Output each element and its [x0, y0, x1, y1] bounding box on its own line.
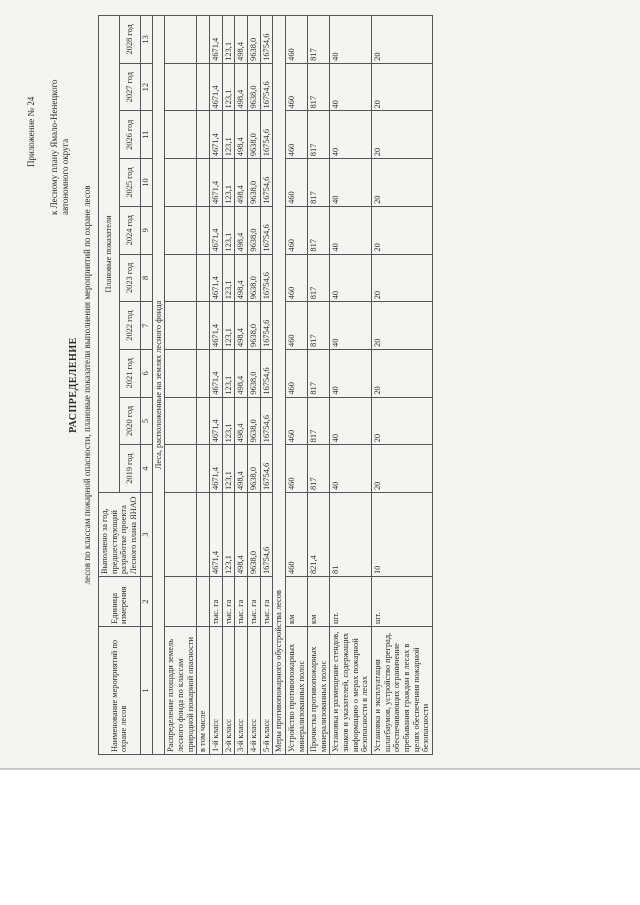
row-plan-value: 20	[372, 16, 433, 64]
column-number: 11	[140, 111, 152, 159]
fire-class-row	[209, 16, 222, 755]
row-plan-value: 4671,4	[209, 254, 222, 302]
fire-protection-table	[98, 15, 433, 755]
row-plan-value: 817	[308, 206, 330, 254]
column-number: 6	[140, 349, 152, 397]
empty-cell	[165, 302, 197, 350]
distribution-label: Распределение площади земель лесного фонда по классам природной пожарной опасности	[165, 627, 197, 755]
row-unit: км	[308, 577, 330, 627]
row-plan-value: 123,1	[222, 254, 235, 302]
fire-class-row	[235, 16, 248, 755]
column-number: 10	[140, 159, 152, 207]
measures-label: Меры противопожарного обустройства лесов	[273, 16, 286, 755]
fire-class-row	[260, 16, 273, 755]
measure-row	[285, 16, 307, 755]
empty-cell	[197, 302, 210, 350]
row-plan-value: 123,1	[222, 445, 235, 493]
row-plan-value: 16754,6	[260, 397, 273, 445]
row-plan-value: 817	[308, 445, 330, 493]
header-done: Выполнено за год, предшествующий разработке проекта Лесного плана ЯНАО	[99, 493, 141, 577]
row-plan-value: 40	[330, 159, 372, 207]
row-name: 1-й класс	[209, 627, 222, 755]
row-plan-value: 498,4	[235, 302, 248, 350]
header-year: 2028 год	[119, 16, 140, 64]
row-plan-value: 40	[330, 63, 372, 111]
row-plan-value: 123,1	[222, 16, 235, 64]
row-plan-value: 123,1	[222, 63, 235, 111]
row-name: Устройство противопожарных минерализованных полос	[285, 627, 307, 755]
row-name: Установка и эксплуатация шлагбаумов, устройство преград, обеспечивающих ограничение пребывания граждан в лесах в целях обеспечения пожарной безопасности	[372, 627, 433, 755]
row-plan-value: 4671,4	[209, 397, 222, 445]
row-done-value: 81	[330, 493, 372, 577]
row-name: Прочистка противопожарных минерализованных полос	[308, 627, 330, 755]
empty-cell	[165, 397, 197, 445]
row-plan-value: 498,4	[235, 16, 248, 64]
header-numbers-row	[140, 16, 152, 755]
including-label: в том числе	[197, 627, 210, 755]
row-plan-value: 123,1	[222, 302, 235, 350]
fire-class-row	[247, 16, 260, 755]
empty-cell	[197, 16, 210, 64]
row-plan-value: 460	[285, 302, 307, 350]
row-plan-value: 4671,4	[209, 16, 222, 64]
section-forest-fund: Леса, расположенные на землях лесного фонда	[152, 16, 165, 755]
row-name: 5-й класс	[260, 627, 273, 755]
row-plan-value: 40	[330, 254, 372, 302]
row-name: Установка и размещение стендов, знаков и указателей, содержащих информацию о мерах пожарной безопасности в лесах	[330, 627, 372, 755]
empty-cell	[165, 445, 197, 493]
row-plan-value: 817	[308, 302, 330, 350]
row-plan-value: 4671,4	[209, 206, 222, 254]
empty-cell	[197, 206, 210, 254]
empty-cell	[197, 349, 210, 397]
row-unit: км	[285, 577, 307, 627]
column-number: 4	[140, 445, 152, 493]
row-plan-value: 817	[308, 349, 330, 397]
row-plan-value: 9638,0	[247, 159, 260, 207]
row-plan-value: 9638,0	[247, 111, 260, 159]
row-plan-value: 460	[285, 16, 307, 64]
column-number: 12	[140, 63, 152, 111]
row-plan-value: 20	[372, 206, 433, 254]
header-year: 2021 год	[119, 349, 140, 397]
document-subtitle: лесов по классам пожарной опасности, плановые показатели выполнения мероприятий по охране лесов	[82, 185, 92, 585]
empty-cell	[165, 206, 197, 254]
appendix-ref-line-2: автономного округа	[59, 138, 70, 215]
row-name: 4-й класс	[247, 627, 260, 755]
row-plan-value: 4671,4	[209, 159, 222, 207]
row-plan-value: 123,1	[222, 397, 235, 445]
row-plan-value: 20	[372, 111, 433, 159]
row-plan-value: 20	[372, 349, 433, 397]
row-plan-value: 4671,4	[209, 445, 222, 493]
column-number: 3	[140, 493, 152, 577]
row-plan-value: 817	[308, 63, 330, 111]
empty-cell	[165, 63, 197, 111]
row-plan-value: 9638,0	[247, 302, 260, 350]
row-plan-value: 40	[330, 111, 372, 159]
row-done-value: 9638,0	[247, 493, 260, 577]
row-plan-value: 40	[330, 349, 372, 397]
row-plan-value: 123,1	[222, 111, 235, 159]
column-number: 9	[140, 206, 152, 254]
row-plan-value: 16754,6	[260, 16, 273, 64]
row-done-value: 16754,6	[260, 493, 273, 577]
measure-row	[372, 16, 433, 755]
row-done-value: 498,4	[235, 493, 248, 577]
row-plan-value: 40	[330, 302, 372, 350]
header-year: 2020 год	[119, 397, 140, 445]
column-number: 1	[140, 627, 152, 755]
row-plan-value: 817	[308, 159, 330, 207]
empty-cell	[197, 159, 210, 207]
row-plan-value: 16754,6	[260, 302, 273, 350]
empty-cell	[165, 349, 197, 397]
row-done-value: 123,1	[222, 493, 235, 577]
row-done-value: 4671,4	[209, 493, 222, 577]
row-plan-value: 16754,6	[260, 111, 273, 159]
rotated-document-sheet	[20, 0, 620, 795]
row-plan-value: 9638,0	[247, 445, 260, 493]
empty-cell	[197, 577, 210, 627]
row-plan-value: 16754,6	[260, 63, 273, 111]
header-name: Наименование мероприятий по охране лесов	[99, 627, 141, 755]
row-unit: шт.	[330, 577, 372, 627]
column-number: 7	[140, 302, 152, 350]
empty-cell	[165, 493, 197, 577]
row-done-value: 460	[285, 493, 307, 577]
row-plan-value: 498,4	[235, 349, 248, 397]
row-unit: тыс. га	[260, 577, 273, 627]
row-plan-value: 460	[285, 111, 307, 159]
row-plan-value: 4671,4	[209, 302, 222, 350]
row-plan-value: 4671,4	[209, 111, 222, 159]
row-plan-value: 20	[372, 445, 433, 493]
row-name: 2-й класс	[222, 627, 235, 755]
row-plan-value: 817	[308, 111, 330, 159]
header-year: 2022 год	[119, 302, 140, 350]
empty-cell	[165, 16, 197, 64]
empty-cell	[165, 159, 197, 207]
empty-cell	[197, 445, 210, 493]
fire-class-row	[222, 16, 235, 755]
row-plan-value: 498,4	[235, 254, 248, 302]
appendix-number: Приложение № 24	[26, 96, 36, 167]
row-plan-value: 498,4	[235, 63, 248, 111]
document-title: РАСПРЕДЕЛЕНИЕ	[68, 337, 79, 433]
row-plan-value: 123,1	[222, 159, 235, 207]
row-plan-value: 4671,4	[209, 349, 222, 397]
row-done-value: 10	[372, 493, 433, 577]
row-plan-value: 20	[372, 63, 433, 111]
row-plan-value: 9638,0	[247, 16, 260, 64]
header-year: 2027 год	[119, 63, 140, 111]
appendix-ref-line-1: к Лесному плану Ямало-Ненецкого	[48, 79, 59, 215]
row-plan-value: 16754,6	[260, 159, 273, 207]
row-plan-value: 460	[285, 349, 307, 397]
row-plan-value: 40	[330, 445, 372, 493]
row-plan-value: 498,4	[235, 206, 248, 254]
empty-cell	[165, 254, 197, 302]
row-plan-value: 817	[308, 397, 330, 445]
row-plan-value: 40	[330, 16, 372, 64]
empty-cell	[197, 397, 210, 445]
table-body	[152, 16, 432, 755]
row-plan-value: 460	[285, 445, 307, 493]
row-unit: тыс. га	[209, 577, 222, 627]
row-plan-value: 4671,4	[209, 63, 222, 111]
measure-row	[330, 16, 372, 755]
row-plan-value: 40	[330, 206, 372, 254]
row-unit: шт.	[372, 577, 433, 627]
row-unit: тыс. га	[235, 577, 248, 627]
row-plan-value: 460	[285, 206, 307, 254]
row-plan-value: 9638,0	[247, 349, 260, 397]
header-unit: Единица измерения	[99, 577, 141, 627]
row-plan-value: 9638,0	[247, 254, 260, 302]
row-plan-value: 16754,6	[260, 349, 273, 397]
row-plan-value: 16754,6	[260, 206, 273, 254]
empty-cell	[165, 577, 197, 627]
measures-label-row	[273, 16, 286, 755]
row-plan-value: 16754,6	[260, 445, 273, 493]
row-plan-value: 9638,0	[247, 206, 260, 254]
row-plan-value: 460	[285, 63, 307, 111]
empty-cell	[197, 493, 210, 577]
row-plan-value: 20	[372, 159, 433, 207]
header-year: 2024 год	[119, 206, 140, 254]
empty-cell	[197, 63, 210, 111]
appendix-header	[26, 45, 71, 215]
section-forest-fund-row	[152, 16, 165, 755]
row-plan-value: 817	[308, 254, 330, 302]
row-plan-value: 40	[330, 397, 372, 445]
column-number: 2	[140, 577, 152, 627]
row-plan-value: 498,4	[235, 397, 248, 445]
row-plan-value: 460	[285, 254, 307, 302]
header-year: 2023 год	[119, 254, 140, 302]
row-plan-value: 123,1	[222, 206, 235, 254]
row-plan-value: 9638,0	[247, 63, 260, 111]
empty-cell	[197, 111, 210, 159]
row-plan-value: 498,4	[235, 159, 248, 207]
column-number: 8	[140, 254, 152, 302]
row-unit: тыс. га	[247, 577, 260, 627]
row-name: 3-й класс	[235, 627, 248, 755]
column-number: 5	[140, 397, 152, 445]
row-plan-value: 498,4	[235, 111, 248, 159]
header-year: 2019 год	[119, 445, 140, 493]
row-plan-value: 460	[285, 397, 307, 445]
header-planned: Плановые показатели	[99, 16, 120, 493]
row-plan-value: 20	[372, 302, 433, 350]
row-plan-value: 20	[372, 254, 433, 302]
measure-row	[308, 16, 330, 755]
including-row	[197, 16, 210, 755]
row-plan-value: 817	[308, 16, 330, 64]
row-plan-value: 16754,6	[260, 254, 273, 302]
row-done-value: 821,4	[308, 493, 330, 577]
row-plan-value: 460	[285, 159, 307, 207]
row-plan-value: 498,4	[235, 445, 248, 493]
empty-cell	[197, 254, 210, 302]
row-plan-value: 9638,0	[247, 397, 260, 445]
distribution-row	[165, 16, 197, 755]
column-number: 13	[140, 16, 152, 64]
header-year: 2025 год	[119, 159, 140, 207]
header-year: 2026 год	[119, 111, 140, 159]
row-plan-value: 20	[372, 397, 433, 445]
row-unit: тыс. га	[222, 577, 235, 627]
empty-cell	[165, 111, 197, 159]
row-plan-value: 123,1	[222, 349, 235, 397]
